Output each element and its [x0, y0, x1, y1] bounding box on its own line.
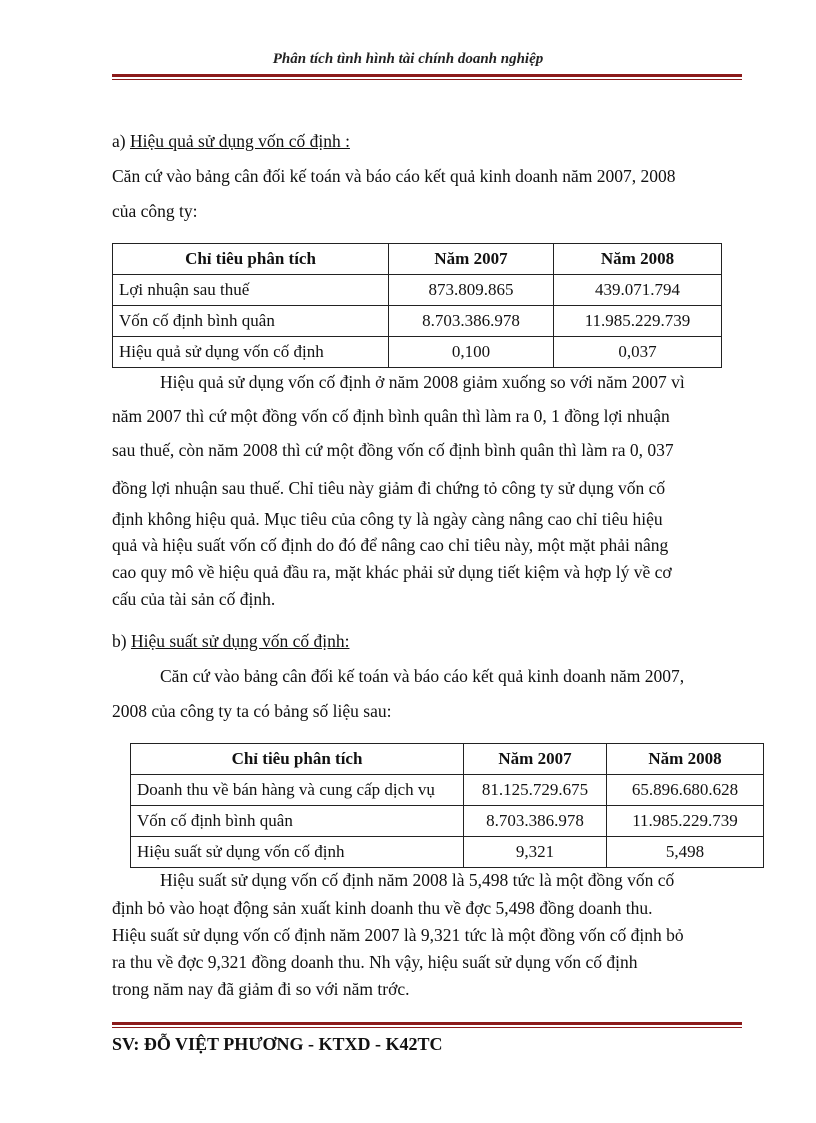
table-row — [113, 306, 722, 337]
table-row — [131, 837, 764, 868]
section-a-para-line: quả và hiệu suất vốn cố định do đó để nâng cao chỉ tiêu này, một mặt phải nâng — [112, 535, 669, 555]
section-b-para-line: trong năm nay đã giảm đi so với năm trớc. — [112, 979, 410, 999]
page-header-title: Phân tích tình hình tài chính doanh nghiệp — [272, 51, 544, 67]
table-cell: Hiệu suất sử dụng vốn cố định — [131, 837, 464, 868]
table-b-header-cell: Năm 2007 — [464, 744, 607, 775]
table-cell: 0,037 — [554, 337, 722, 368]
section-b-prefix: b) — [112, 631, 131, 651]
table-row — [113, 275, 722, 306]
table-a-header-cell: Năm 2007 — [389, 244, 554, 275]
table-cell: Doanh thu về bán hàng và cung cấp dịch vụ — [131, 775, 464, 806]
section-a-para-line: đồng lợi nhuận sau thuế. Chỉ tiêu này giảm đi chứng tỏ công ty sử dụng vốn cố — [112, 478, 666, 498]
table-b — [130, 743, 764, 868]
section-a-para-line: Hiệu quả sử dụng vốn cố định ở năm 2008 giảm xuống so với năm 2007 vì — [160, 372, 685, 392]
section-a-para-line: cấu của tài sản cố định. — [112, 589, 276, 609]
section-a-heading — [112, 127, 350, 155]
table-cell: 8.703.386.978 — [389, 306, 554, 337]
section-a-para-line: cao quy mô về hiệu quả đầu ra, mặt khác phải sử dụng tiết kiệm và hợp lý về cơ — [112, 562, 672, 582]
table-cell: 11.985.229.739 — [554, 306, 722, 337]
footer-rule — [112, 1022, 742, 1028]
table-cell: 0,100 — [389, 337, 554, 368]
table-b-header-cell: Chỉ tiêu phân tích — [131, 744, 464, 775]
section-a-para-line: định không hiệu quả. Mục tiêu của công ty là ngày càng nâng cao chỉ tiêu hiệu — [112, 509, 663, 529]
table-cell: 873.809.865 — [389, 275, 554, 306]
section-b-intro-line2: 2008 của công ty ta có bảng số liệu sau: — [112, 701, 392, 721]
section-b-title: Hiệu suất sử dụng vốn cố định: — [130, 631, 350, 651]
table-a-header-cell: Năm 2008 — [554, 244, 722, 275]
section-a-para-line: năm 2007 thì cứ một đồng vốn cố định bình quân thì làm ra 0, 1 đồng lợi nhuận — [112, 406, 670, 426]
table-cell: Vốn cố định bình quân — [113, 306, 389, 337]
table-a-header-row — [113, 244, 722, 275]
section-b-para-line: định bỏ vào hoạt động sản xuất kinh doanh thu về đợc 5,498 đồng doanh thu. — [112, 898, 653, 918]
section-a-prefix: a) — [112, 131, 130, 151]
table-cell: 81.125.729.675 — [464, 775, 607, 806]
table-cell: 65.896.680.628 — [607, 775, 764, 806]
table-cell: Lợi nhuận sau thuế — [113, 275, 389, 306]
table-cell: Hiệu quả sử dụng vốn cố định — [113, 337, 389, 368]
section-b-para-line: ra thu về đợc 9,321 đồng doanh thu. Nh vậy, hiệu suất sử dụng vốn cố định — [112, 952, 638, 972]
table-a-header-cell: Chỉ tiêu phân tích — [113, 244, 389, 275]
table-a — [112, 243, 722, 368]
table-b-header-row — [131, 744, 764, 775]
header-rule — [112, 74, 742, 80]
section-b-heading — [112, 627, 349, 655]
table-b-header-cell: Năm 2008 — [607, 744, 764, 775]
table-cell: 8.703.386.978 — [464, 806, 607, 837]
section-a-intro-line1: Căn cứ vào bảng cân đối kế toán và báo cáo kết quả kinh doanh năm 2007, 2008 — [112, 166, 676, 186]
section-b-para-line: Hiệu suất sử dụng vốn cố định năm 2008 là 5,498 tức là một đồng vốn cố — [160, 870, 675, 890]
table-row — [131, 806, 764, 837]
table-row — [113, 337, 722, 368]
table-cell: 5,498 — [607, 837, 764, 868]
section-b-para-line: Hiệu suất sử dụng vốn cố định năm 2007 là 9,321 tức là một đồng vốn cố định bỏ — [112, 925, 684, 945]
section-a-para-line: sau thuế, còn năm 2008 thì cứ một đồng vốn cố định bình quân thì làm ra 0, 037 — [112, 440, 674, 460]
section-a-title: Hiệu quả sử dụng vốn cố định : — [129, 131, 350, 151]
table-cell: 439.071.794 — [554, 275, 722, 306]
footer-author: SV: ĐỖ VIỆT PHƯƠNG - KTXD - K42TC — [112, 1034, 443, 1054]
table-cell: 11.985.229.739 — [607, 806, 764, 837]
table-cell: 9,321 — [464, 837, 607, 868]
section-b-intro-line1: Căn cứ vào bảng cân đối kế toán và báo cáo kết quả kinh doanh năm 2007, — [160, 666, 685, 686]
section-a-intro-line2: của công ty: — [112, 201, 198, 221]
table-cell: Vốn cố định bình quân — [131, 806, 464, 837]
table-row — [131, 775, 764, 806]
